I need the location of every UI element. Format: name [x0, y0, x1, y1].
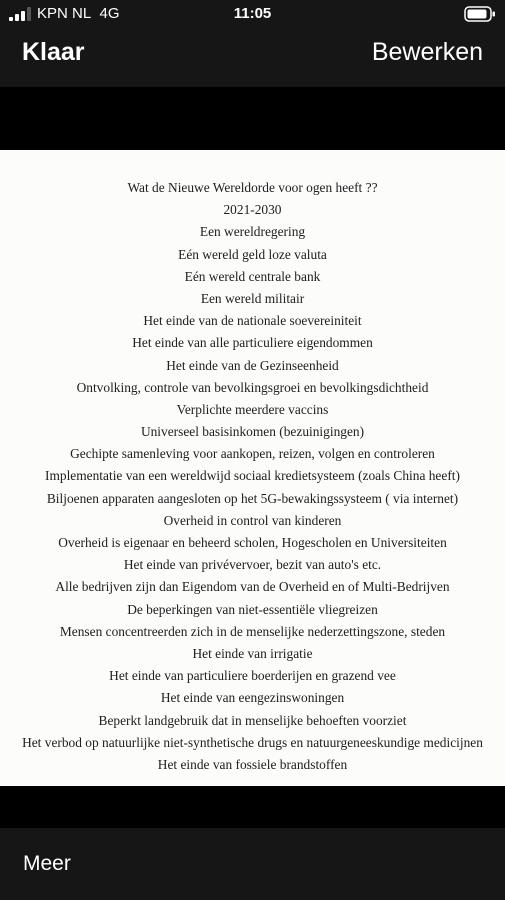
photo-text-line: Overheid is eigenaar en beheerd scholen, Hogescholen en Universiteiten	[58, 535, 447, 550]
photo-text-line: Het einde van particuliere boerderijen en grazend vee	[109, 668, 396, 684]
status-bar	[0, 0, 505, 28]
carrier-name: KPN NL	[37, 5, 92, 22]
photo-text-line: Het einde van eengezinswoningen	[160, 690, 345, 706]
photo-text-line: Ontvolking, controle van bevolkingsgroei en bevolkingsdichtheid	[76, 379, 429, 395]
photo-text-line: Het einde van fossiele brandstoffen	[157, 756, 348, 772]
photo-text-line: Alle bedrijven zijn dan Eigendom van de Overheid en of Multi-Bedrijven	[55, 579, 450, 595]
edit-button[interactable]: Bewerken	[371, 38, 483, 66]
photo-text-line: Verplichte meerdere vaccins	[176, 401, 329, 417]
photo-text-line: Een wereld militair	[200, 290, 305, 306]
photo-text-list	[0, 177, 505, 776]
photo-text-line: Het einde van privévervoer, bezit van auto's etc.	[123, 557, 382, 573]
photo-text-line: Het einde van irrigatie	[192, 645, 313, 661]
photo-text-line: Universeel basisinkomen (bezuinigingen)	[140, 424, 365, 440]
photo-text-line: Eén wereld geld loze valuta	[178, 246, 327, 262]
photo-text-line: 2021-2030	[223, 202, 282, 218]
photo-text-line: Het einde van de Gezinseenheid	[166, 357, 339, 373]
photo-text-line: Overheid in control van kinderen	[163, 512, 342, 528]
status-time: 11:05	[233, 5, 272, 22]
photo-text-line: Biljoenen apparaten aangesloten op het 5G-bewakingssysteem ( via internet)	[46, 490, 459, 506]
photo-text-line: Wat de Nieuwe Wereldorde voor ogen heeft ??	[127, 180, 378, 195]
done-button[interactable]: Klaar	[22, 38, 85, 66]
more-button[interactable]: Meer	[23, 852, 71, 875]
photo-text-line: Mensen concentreerden zich in de menselijke nederzettingszone, steden	[59, 623, 446, 639]
photo-text-line: Het einde van de nationale soevereiniteit	[143, 313, 362, 329]
top-bar	[0, 0, 505, 87]
photo-view[interactable]	[0, 150, 505, 786]
photo-text-line: Implementatie van een wereldwijd sociaal kredietsysteem (zoals China heeft)	[45, 468, 460, 484]
network-type: 4G	[99, 5, 120, 22]
photo-text-line: Een wereldregering	[199, 224, 306, 240]
bottom-toolbar	[0, 828, 505, 900]
photo-text-line: Beperkt landgebruik dat in menselijke behoeften voorziet	[98, 712, 407, 728]
photo-text-line: Het einde van alle particuliere eigendommen	[132, 335, 373, 351]
battery-icon	[464, 6, 496, 22]
photo-text-line: Het verbod op natuurlijke niet-synthetische drugs en natuurgeneeskundige medicijnen	[22, 734, 483, 750]
photo-text-line: Eén wereld centrale bank	[184, 268, 321, 284]
photo-text-line: De beperkingen van niet-essentiële vliegreizen	[127, 601, 378, 617]
photo-text-line: Gechipte samenleving voor aankopen, reizen, volgen en controleren	[70, 446, 435, 462]
